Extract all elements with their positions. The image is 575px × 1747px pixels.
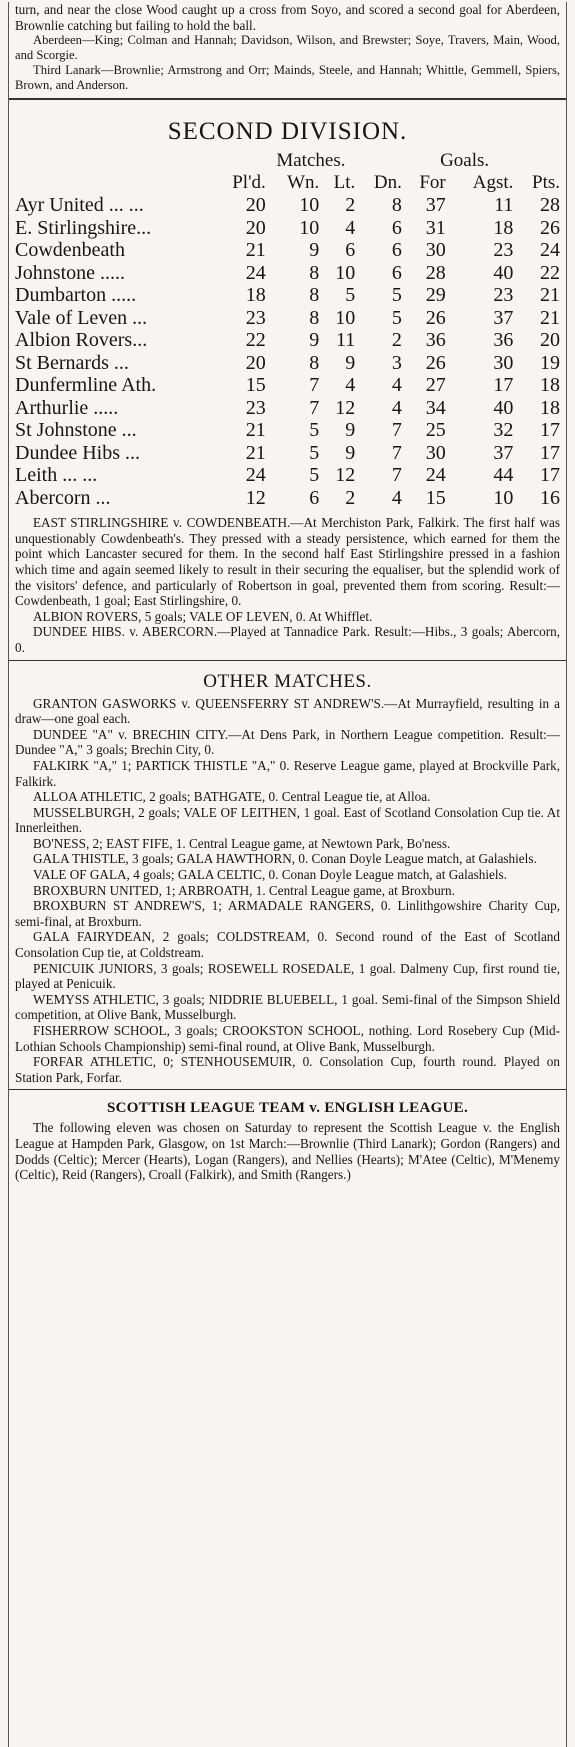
table-row: [15, 419, 560, 442]
cell-agst: 11: [494, 194, 514, 217]
cell-pld: 20: [245, 216, 266, 239]
team-name: Ayr United ... ...: [15, 194, 144, 217]
cell-dn: 7: [391, 441, 402, 464]
cell-wn: 8: [309, 351, 320, 374]
cell-pts: 18: [540, 396, 560, 419]
cell-lt: 2: [345, 486, 356, 509]
table-row: [15, 329, 560, 352]
cell-lt: 12: [335, 396, 356, 419]
cell-pld: 23: [245, 396, 266, 419]
cell-dn: 5: [391, 284, 402, 307]
cell-wn: 8: [309, 261, 320, 284]
match-report: GRANTON GASWORKS v. QUEENSFERRY ST ANDREW'S.—At Murrayfield, resulting in a draw—one goal each.: [15, 695, 560, 727]
cell-lt: 9: [345, 441, 356, 464]
match-report: FORFAR ATHLETIC, 0; STENHOUSEMUIR, 0. Consolation Cup, fourth round. Played on Station Park, Forfar.: [15, 1054, 560, 1085]
cell-lt: 2: [345, 194, 356, 217]
cell-pld: 20: [245, 351, 266, 374]
match-report: BROXBURN ST ANDREW'S, 1; ARMADALE RANGERS, 0. Linlithgowshire Charity Cup, semi-final, at Broxburn.: [15, 898, 560, 929]
cell-dn: 6: [391, 261, 402, 284]
report-albion-rovers: ALBION ROVERS, 5 goals; VALE OF LEVEN, 0. At Whifflet.: [33, 608, 373, 624]
cell-dn: 7: [391, 464, 402, 487]
match-report: MUSSELBURGH, 2 goals; VALE OF LEITHEN, 1 goal. East of Scotland Consolation Cup tie. At Innerleithen.: [15, 804, 560, 836]
cell-pld: 24: [245, 464, 266, 487]
cell-wn: 5: [309, 419, 320, 442]
cell-for: 26: [425, 306, 446, 329]
cell-agst: 10: [493, 486, 514, 509]
match-report: BO'NESS, 2; EAST FIFE, 1. Central League game, at Newtown Park, Bo'ness.: [33, 835, 451, 851]
second-division-title: SECOND DIVISION.: [167, 118, 408, 146]
match-report: GALA THISTLE, 3 goals; GALA HAWTHORN, 0. Conan Doyle League match, at Galashiels.: [33, 851, 537, 867]
team-name: Vale of Leven ...: [15, 306, 148, 329]
cell-pld: 23: [245, 306, 266, 329]
table-row: [15, 442, 560, 465]
col-header-pts: Pts.: [532, 172, 560, 194]
cell-agst: 36: [493, 329, 514, 352]
cell-dn: 2: [391, 329, 402, 352]
cell-lt: 6: [345, 239, 356, 262]
cell-pts: 26: [540, 216, 560, 239]
other-matches-title: OTHER MATCHES.: [203, 670, 372, 692]
team-name: Arthurlie .....: [15, 396, 119, 419]
match-report: DUNDEE "A" v. BRECHIN CITY.—At Dens Park, in Northern League competition. Result:—Dundee "A," 3 goals; Brechin City, 0.: [15, 726, 560, 758]
section-divider: [9, 98, 566, 100]
cell-pld: 24: [245, 261, 266, 284]
cell-wn: 10: [299, 194, 320, 217]
third-lanark-lineup: Third Lanark—Brownlie; Armstrong and Orr; Mainds, Steele, and Hannah; Whittle, Gemmell, Spiers, Brown, and Anderson.: [15, 63, 560, 93]
match-report: FALKIRK "A," 1; PARTICK THISTLE "A," 0. Reserve League game, played at Brockville Park, Falkirk.: [15, 757, 560, 789]
cell-agst: 37: [493, 306, 514, 329]
cell-agst: 23: [493, 239, 514, 262]
cell-dn: 4: [391, 374, 402, 397]
cell-lt: 12: [335, 464, 356, 487]
table-row: [15, 262, 560, 285]
cell-wn: 7: [309, 396, 320, 419]
cell-pts: 16: [540, 486, 560, 509]
cell-for: 37: [425, 194, 446, 217]
cell-lt: 10: [335, 261, 356, 284]
cell-for: 26: [425, 351, 446, 374]
match-report: ALLOA ATHLETIC, 2 goals; BATHGATE, 0. Central League tie, at Alloa.: [33, 789, 431, 805]
col-header-lt: Lt.: [333, 172, 356, 194]
cell-pld: 20: [245, 194, 266, 217]
cell-pts: 28: [540, 194, 560, 217]
cell-wn: 5: [309, 464, 320, 487]
cell-lt: 5: [345, 284, 356, 307]
cell-dn: 6: [391, 239, 402, 262]
cell-pld: 18: [245, 284, 266, 307]
cell-pld: 21: [245, 441, 266, 464]
report-east-stirlingshire: EAST STIRLINGSHIRE v. COWDENBEATH.—At Merchiston Park, Falkirk. The first half was unquestionably Cowdenbeath's. They pressed with a steady persistence, which earned for them the point which Lancaster secured for them. In the second half East Stirlingshire pressed in a fashion which time and again seemed likely to result in their securing the equaliser, but the splendid work of the visitors' defence, and particularly of Robertson in goal, prevented them from scoring. Result:—Cowdenbeath, 1 goal; East Stirlingshire, 0.: [15, 515, 560, 609]
table-row: [15, 374, 560, 397]
table-row: [15, 464, 560, 487]
table-column-header: [15, 172, 560, 194]
cell-dn: 6: [391, 216, 402, 239]
cell-wn: 6: [309, 486, 320, 509]
cell-pts: 17: [540, 419, 560, 442]
cell-lt: 11: [336, 329, 356, 352]
aberdeen-lineup: Aberdeen—King; Colman and Hannah; Davidson, Wilson, and Brewster; Soye, Travers, Main, Wood, and Scorgie.: [15, 33, 560, 63]
cell-for: 30: [425, 441, 446, 464]
col-header-wn: Wn.: [287, 172, 320, 194]
cell-agst: 30: [493, 351, 514, 374]
cell-for: 29: [425, 284, 446, 307]
cell-wn: 5: [309, 441, 320, 464]
match-report: GALA FAIRYDEAN, 2 goals; COLDSTREAM, 0. Second round of the East of Scotland Consolation Cup tie, at Coldstream.: [15, 929, 560, 961]
table-row: [15, 397, 560, 420]
table-group-header: [15, 150, 560, 172]
cell-for: 28: [425, 261, 446, 284]
cell-dn: 4: [391, 486, 402, 509]
matches-group-label: Matches.: [276, 150, 346, 172]
cell-wn: 7: [309, 374, 320, 397]
table-row: [15, 194, 560, 217]
cell-pts: 24: [540, 239, 560, 262]
cell-agst: 40: [493, 261, 514, 284]
cell-for: 30: [425, 239, 446, 262]
col-header-for: For: [419, 172, 446, 194]
cell-agst: 40: [493, 396, 514, 419]
cell-pts: 18: [540, 374, 560, 397]
match-report: VALE OF GALA, 4 goals; GALA CELTIC, 0. Conan Doyle League match, at Galashiels.: [33, 867, 507, 883]
cell-agst: 23: [493, 284, 514, 307]
cell-for: 27: [425, 374, 446, 397]
cell-pts: 21: [540, 306, 560, 329]
team-name: Abercorn ...: [15, 486, 111, 509]
col-header-pld: Pl'd.: [232, 172, 266, 194]
cell-lt: 4: [345, 216, 356, 239]
cell-agst: 44: [493, 464, 514, 487]
match-report: WEMYSS ATHLETIC, 3 goals; NIDDRIE BLUEBELL, 1 goal. Semi-final of the Simpson Shield competition, at Olive Bank, Musselburgh.: [15, 991, 560, 1023]
cell-lt: 9: [345, 351, 356, 374]
cell-pts: 22: [540, 261, 560, 284]
match-report: FISHERROW SCHOOL, 3 goals; CROOKSTON SCHOOL, nothing. Lord Rosebery Cup (Mid-Lothian Schools Championship) semi-final round, at Olive Bank, Musselburgh.: [15, 1023, 560, 1054]
table-row: [15, 487, 560, 510]
cell-for: 31: [425, 216, 446, 239]
col-header-agst: Agst.: [472, 172, 514, 194]
cell-for: 34: [425, 396, 446, 419]
team-name: Dundee Hibs ...: [15, 441, 140, 464]
cell-for: 36: [425, 329, 446, 352]
team-name: Dumbarton .....: [15, 284, 137, 307]
cell-pts: 19: [540, 351, 560, 374]
cell-pts: 17: [540, 441, 560, 464]
cell-pld: 15: [245, 374, 266, 397]
cell-pld: 22: [245, 329, 266, 352]
table-row: [15, 284, 560, 307]
league-team-title: SCOTTISH LEAGUE TEAM v. ENGLISH LEAGUE.: [106, 1100, 469, 1117]
cell-lt: 9: [345, 419, 356, 442]
cell-for: 15: [425, 486, 446, 509]
team-name: St Johnstone ...: [15, 419, 137, 442]
cell-agst: 18: [493, 216, 514, 239]
cell-pld: 21: [245, 419, 266, 442]
cell-wn: 8: [309, 306, 320, 329]
cell-lt: 4: [345, 374, 356, 397]
cell-wn: 9: [309, 329, 320, 352]
report-dundee-hibs: DUNDEE HIBS. v. ABERCORN.—Played at Tannadice Park. Result:—Hibs., 3 goals; Abercorn, 0.: [15, 624, 560, 655]
intro-paragraph: turn, and near the close Wood caught up a cross from Soyo, and scored a second goal for Aberdeen, Brownlie catching but failing to hold the ball.: [15, 2, 560, 33]
cell-pts: 21: [540, 284, 560, 307]
col-header-dn: Dn.: [373, 172, 402, 194]
other-matches-list: [15, 696, 560, 1086]
team-name: Dunfermline Ath.: [15, 374, 157, 397]
match-report: PENICUIK JUNIORS, 3 goals; ROSEWELL ROSEDALE, 1 goal. Dalmeny Cup, first round tie, played at Penicuik.: [15, 960, 560, 992]
team-name: Leith ... ...: [15, 464, 98, 487]
goals-group-label: Goals.: [440, 150, 490, 172]
match-report: BROXBURN UNITED, 1; ARBROATH, 1. Central League game, at Broxburn.: [33, 882, 455, 898]
table-row: [15, 239, 560, 262]
cell-pts: 17: [540, 464, 560, 487]
section-divider: [9, 660, 566, 661]
cell-dn: 5: [391, 306, 402, 329]
league-table: [15, 150, 560, 509]
table-row: [15, 307, 560, 330]
cell-dn: 4: [391, 396, 402, 419]
team-name: Albion Rovers...: [15, 329, 148, 352]
cell-pld: 12: [245, 486, 266, 509]
cell-pld: 21: [245, 239, 266, 262]
section-divider: [9, 1089, 566, 1090]
cell-for: 24: [425, 464, 446, 487]
team-name: E. Stirlingshire...: [15, 216, 152, 239]
team-name: Cowdenbeath: [15, 239, 125, 262]
team-name: St Bernards ...: [15, 351, 129, 374]
cell-pts: 20: [540, 329, 560, 352]
cell-agst: 32: [493, 419, 514, 442]
league-team-body: The following eleven was chosen on Saturday to represent the Scottish League v. the English League at Hampden Park, Glasgow, on 1st March:—Brownlie (Third Lanark); Gordon (Rangers) and Dodds (Celtic); Mercer (Hearts), Logan (Rangers), and Nellies (Hearts); M'Atee (Celtic), M'Menemy (Celtic), Reid (Rangers), Croall (Falkirk), and Smith (Rangers.): [15, 1120, 560, 1183]
team-name: Johnstone .....: [15, 261, 125, 284]
table-row: [15, 352, 560, 375]
table-row: [15, 217, 560, 240]
newspaper-column: [8, 2, 567, 1747]
cell-dn: 7: [391, 419, 402, 442]
cell-wn: 8: [309, 284, 320, 307]
cell-wn: 10: [299, 216, 320, 239]
cell-agst: 17: [493, 374, 514, 397]
cell-for: 25: [425, 419, 446, 442]
cell-agst: 37: [493, 441, 514, 464]
cell-dn: 3: [391, 351, 402, 374]
cell-lt: 10: [335, 306, 356, 329]
cell-wn: 9: [309, 239, 320, 262]
cell-dn: 8: [391, 194, 402, 217]
